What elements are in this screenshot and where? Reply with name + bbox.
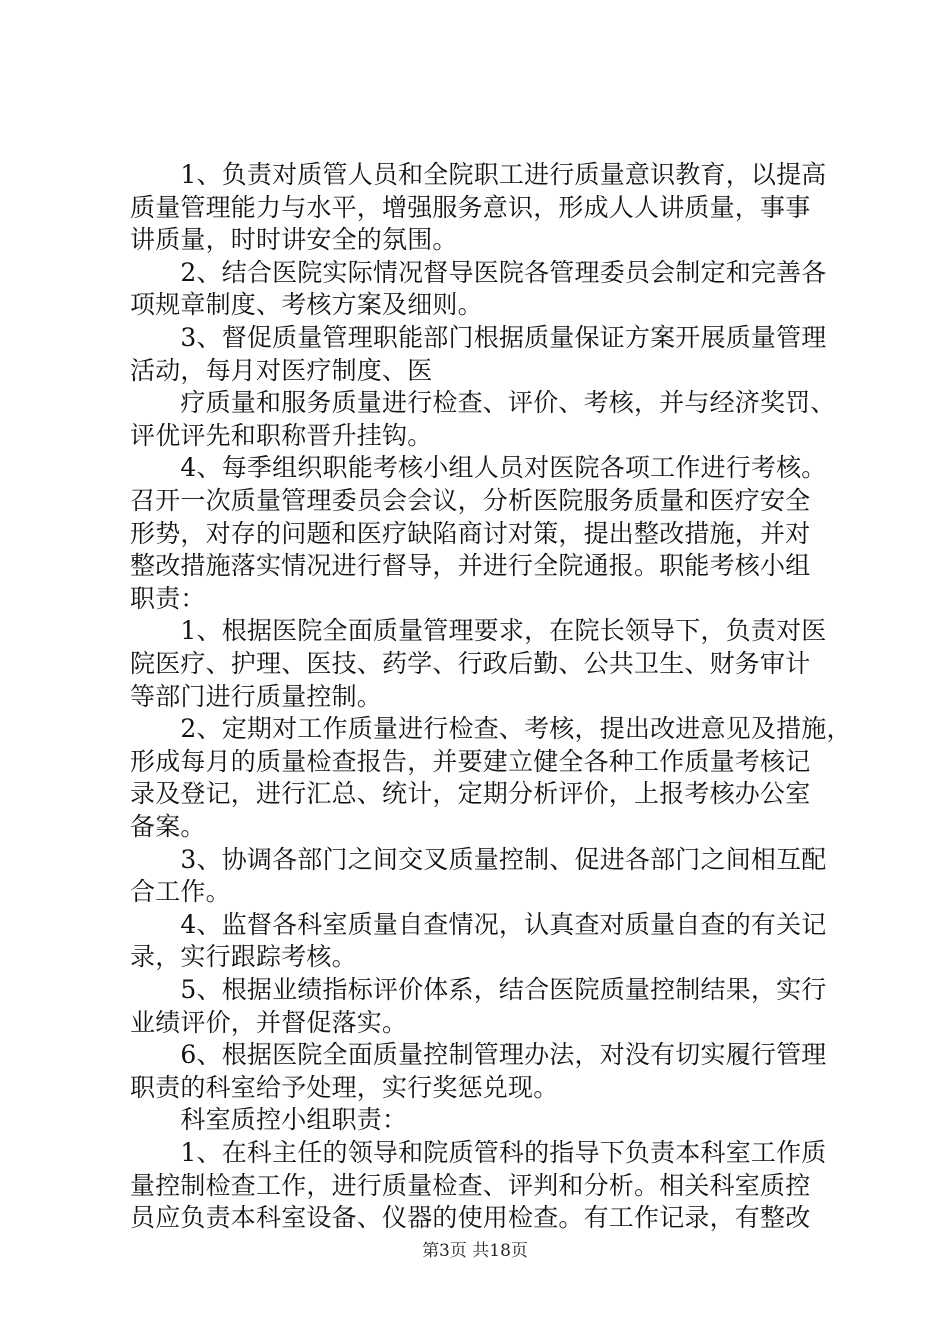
text-line: 4、每季组织职能考核小组人员对医院各项工作进行考核。: [130, 453, 827, 482]
text-line: 员应负责本科室设备、仪器的使用检查。有工作记录，有整改: [130, 1203, 811, 1232]
text-line: 5、根据业绩指标评价体系，结合医院质量控制结果，实行: [130, 975, 827, 1004]
text-line: 录，实行跟踪考核。: [130, 942, 357, 971]
text-line: 疗质量和服务质量进行检查、评价、考核，并与经济奖罚、: [130, 388, 836, 417]
text-line: 1、根据医院全面质量管理要求，在院长领导下，负责对医: [130, 616, 827, 645]
text-line: 项规章制度、考核方案及细则。: [130, 290, 483, 319]
text-line: 活动，每月对医疗制度、医: [130, 356, 433, 385]
text-line: 召开一次质量管理委员会会议，分析医院服务质量和医疗安全: [130, 486, 811, 515]
text-line: 科室质控小组职责：: [130, 1105, 408, 1134]
text-line: 1、在科主任的领导和院质管科的指导下负责本科室工作质: [130, 1138, 827, 1167]
text-line: 讲质量，时时讲安全的氛围。: [130, 225, 458, 254]
text-line: 职责的科室给予处理，实行奖惩兑现。: [130, 1073, 559, 1102]
text-line: 3、协调各部门之间交叉质量控制、促进各部门之间相互配: [130, 845, 827, 874]
text-line: 2、结合医院实际情况督导医院各管理委员会制定和完善各: [130, 258, 827, 287]
text-line: 职责：: [130, 584, 206, 613]
text-line: 等部门进行质量控制。: [130, 682, 383, 711]
text-line: 质量管理能力与水平，增强服务意识，形成人人讲质量，事事: [130, 193, 811, 222]
text-line: 合工作。: [130, 877, 231, 906]
text-line: 4、监督各科室质量自查情况，认真查对质量自查的有关记: [130, 910, 827, 939]
text-line: 2、定期对工作质量进行检查、考核，提出改进意见及措施，: [130, 714, 852, 743]
text-line: 形势，对存的问题和医疗缺陷商讨对策，提出整改措施，并对: [130, 519, 811, 548]
text-line: 录及登记，进行汇总、统计，定期分析评价，上报考核办公室: [130, 779, 811, 808]
page-number-footer: 第3页 共18页: [422, 1241, 528, 1261]
text-line: 备案。: [130, 812, 206, 841]
text-line: 业绩评价，并督促落实。: [130, 1008, 408, 1037]
text-line: 3、督促质量管理职能部门根据质量保证方案开展质量管理: [130, 323, 827, 352]
text-line: 6、根据医院全面质量控制管理办法，对没有切实履行管理: [130, 1040, 827, 1069]
text-line: 形成每月的质量检查报告，并要建立健全各种工作质量考核记: [130, 747, 811, 776]
text-line: 院医疗、护理、医技、药学、行政后勤、公共卫生、财务审计: [130, 649, 811, 678]
text-line: 1、负责对质管人员和全院职工进行质量意识教育，以提高: [130, 160, 827, 189]
text-line: 量控制检查工作，进行质量检查、评判和分析。相关科室质控: [130, 1171, 811, 1200]
text-line: 整改措施落实情况进行督导，并进行全院通报。职能考核小组: [130, 551, 811, 580]
text-line: 评优评先和职称晋升挂钩。: [130, 421, 433, 450]
